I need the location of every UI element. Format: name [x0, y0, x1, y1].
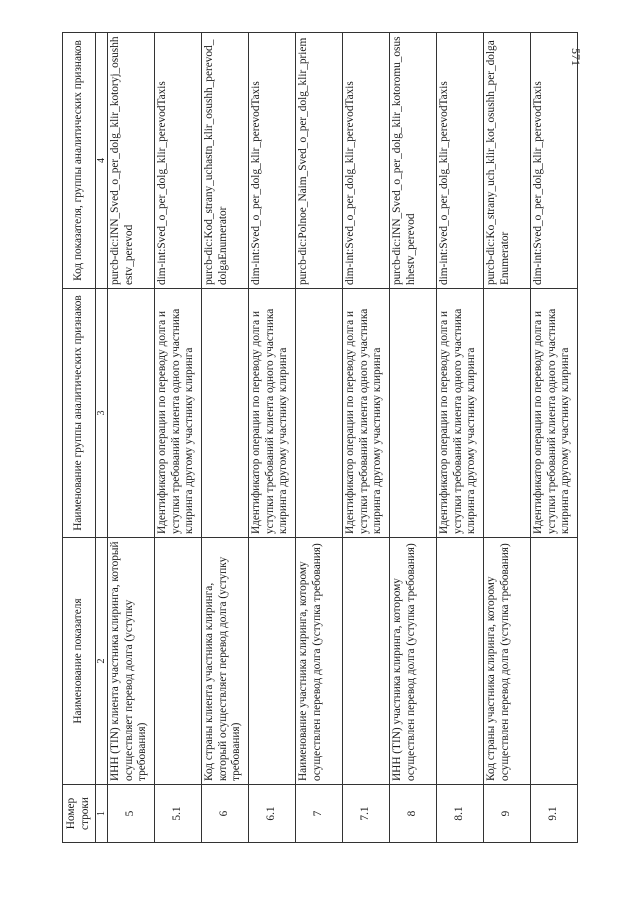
- indicator-name-cell: Код страны участника клиринга, которому осуществлен перевод долга (уступка требования): [484, 538, 531, 785]
- row-number-cell: 8: [390, 785, 437, 843]
- code-cell: dim-int:Sved_o_per_dolg_klir_perevodTaxis: [155, 33, 202, 289]
- column-number: 3: [96, 289, 108, 538]
- column-number-row: [96, 33, 108, 843]
- code-cell: dim-int:Sved_o_per_dolg_klir_perevodTaxis: [343, 33, 390, 289]
- indicator-name-cell: ИНН (TIN) клиента участника клиринга, который осуществляет перевод долга (уступку требования): [108, 538, 155, 785]
- table-row: [249, 33, 296, 843]
- table-row: [155, 33, 202, 843]
- group-name-cell: Идентификатор операции по переводу долга и уступки требований клиента одного участника клиринга другому участнику клиринга: [531, 289, 578, 538]
- column-number: 1: [96, 785, 108, 843]
- indicator-name-cell: [437, 538, 484, 785]
- group-name-cell: [390, 289, 437, 538]
- code-cell: purcb-dic:Kod_strany_uchastn_klir_osushh_perevod_dolgaEnumerator: [202, 33, 249, 289]
- group-name-cell: Идентификатор операции по переводу долга и уступки требований клиента одного участника клиринга другому участнику клиринга: [437, 289, 484, 538]
- table-header-row: [63, 33, 96, 843]
- code-cell: purcb-dic:INN_Sved_o_per_dolg_klir_kotoromu_osushhestv_perevod: [390, 33, 437, 289]
- group-name-cell: [296, 289, 343, 538]
- table-row: [343, 33, 390, 843]
- column-number: 2: [96, 538, 108, 785]
- table-row: [296, 33, 343, 843]
- column-number: 4: [96, 33, 108, 289]
- row-number-cell: 6.1: [249, 785, 296, 843]
- code-cell: purcb-dic:INN_Sved_o_per_dolg_klir_kotoryj_osushhestv_perevod: [108, 33, 155, 289]
- row-number-cell: 8.1: [437, 785, 484, 843]
- row-number-cell: 7.1: [343, 785, 390, 843]
- indicator-name-cell: [343, 538, 390, 785]
- table-row: [390, 33, 437, 843]
- indicator-name-cell: Код страны клиента участника клиринга, который осуществляет перевод долга (уступку требования): [202, 538, 249, 785]
- code-cell: dim-int:Sved_o_per_dolg_klir_perevodTaxis: [531, 33, 578, 289]
- row-number-cell: 5.1: [155, 785, 202, 843]
- rotated-table-wrapper: [62, 33, 572, 843]
- code-cell: purcb-dic:Polnoe_Naim_Sved_o_per_dolg_klir_priem: [296, 33, 343, 289]
- indicator-name-cell: Наименование участника клиринга, которому осуществлен перевод долга (уступка требования): [296, 538, 343, 785]
- table-row: [202, 33, 249, 843]
- table-row: [484, 33, 531, 843]
- indicator-name-cell: [155, 538, 202, 785]
- code-cell: purcb-dic:Ko_strany_uch_klir_kot_osushh_per_dolgaEnumerator: [484, 33, 531, 289]
- group-name-cell: Идентификатор операции по переводу долга и уступки требований клиента одного участника клиринга другому участнику клиринга: [343, 289, 390, 538]
- code-cell: dim-int:Sved_o_per_dolg_klir_perevodTaxis: [249, 33, 296, 289]
- header-row-number: Номер строки: [63, 785, 96, 843]
- header-indicator-name: Наименование показателя: [63, 538, 96, 785]
- row-number-cell: 9: [484, 785, 531, 843]
- row-number-cell: 9.1: [531, 785, 578, 843]
- table-body: [108, 33, 578, 843]
- group-name-cell: Идентификатор операции по переводу долга и уступки требований клиента одного участника клиринга другому участнику клиринга: [155, 289, 202, 538]
- indicator-name-cell: ИНН (TIN) участника клиринга, которому осуществлен перевод долга (уступка требования): [390, 538, 437, 785]
- code-cell: dim-int:Sved_o_per_dolg_klir_perevodTaxis: [437, 33, 484, 289]
- table-row: [531, 33, 578, 843]
- group-name-cell: [202, 289, 249, 538]
- row-number-cell: 6: [202, 785, 249, 843]
- row-number-cell: 5: [108, 785, 155, 843]
- indicator-table: [62, 32, 578, 843]
- indicator-name-cell: [531, 538, 578, 785]
- table-row: [108, 33, 155, 843]
- header-code: Код показателя, группы аналитических признаков: [63, 33, 96, 289]
- page-number: 571: [569, 48, 583, 66]
- row-number-cell: 7: [296, 785, 343, 843]
- indicator-name-cell: [249, 538, 296, 785]
- header-group-name: Наименование группы аналитических признаков: [63, 289, 96, 538]
- group-name-cell: Идентификатор операции по переводу долга и уступки требований клиента одного участника клиринга другому участнику клиринга: [249, 289, 296, 538]
- table-row: [437, 33, 484, 843]
- group-name-cell: [484, 289, 531, 538]
- group-name-cell: [108, 289, 155, 538]
